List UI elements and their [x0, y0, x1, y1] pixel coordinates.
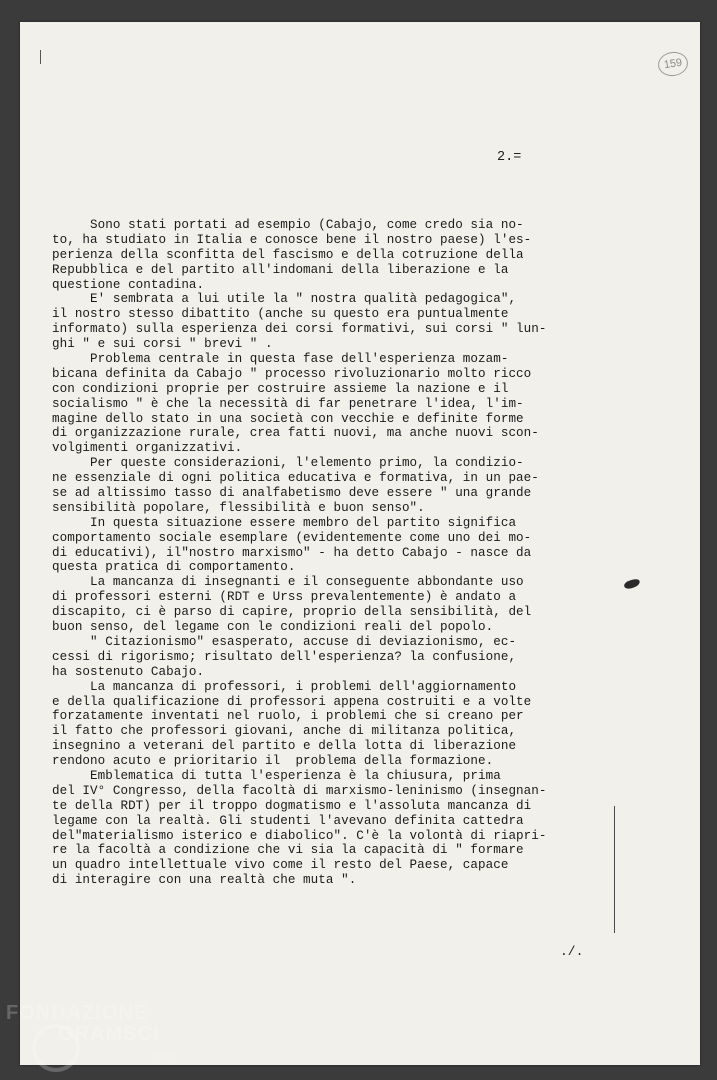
text-line: del"materialismo isterico e diabolico". C'è la volontà di riapri- — [52, 828, 547, 843]
text-line: volgimenti organizzativi. — [52, 441, 243, 456]
text-line: rendono acuto e prioritario il problema della formazione. — [52, 754, 494, 769]
text-line: Repubblica e del partito all'indomani della liberazione e la — [52, 262, 509, 277]
text-line: questa pratica di comportamento. — [52, 560, 296, 575]
text-line: E' sembrata a lui utile la " nostra qualità pedagogica", — [52, 292, 517, 307]
watermark-sub: onlus — [152, 1050, 174, 1060]
watermark-line2: GRAMSCI — [58, 1023, 160, 1045]
margin-line — [614, 806, 615, 933]
continued-mark: ./. — [560, 944, 584, 959]
document-body — [52, 218, 612, 888]
folio-stamp: 159 — [656, 50, 689, 78]
text-line: La mancanza di insegnanti e il conseguente abbondante uso — [52, 575, 524, 590]
text-line: re la facoltà a condizione che vi sia la capacità di " formare — [52, 843, 524, 858]
text-line: di educativi), il"nostro marxismo" - ha detto Cabajo - nasce da — [52, 545, 532, 560]
text-line: " Citazionismo" esasperato, accuse di deviazionismo, ec- — [52, 634, 517, 649]
text-line: Emblematica di tutta l'esperienza è la chiusura, prima — [52, 768, 501, 783]
page-number: 2.= — [497, 150, 522, 165]
text-line: comportamento sociale esemplare (evidentemente come uno dei mo- — [52, 530, 532, 545]
text-line: e della qualificazione di professori appena costruiti e a volte — [52, 694, 532, 709]
text-line: di professori esterni (RDT e Urss prevalentemente) è andato a — [52, 590, 517, 605]
text-line: ghi " e sui corsi " brevi " . — [52, 337, 273, 352]
text-line: buon senso, del legame con le condizioni reali del popolo. — [52, 620, 494, 635]
text-line: to, ha studiato in Italia e conosce bene il nostro paese) l'es- — [52, 232, 532, 247]
text-line: un quadro intellettuale vivo come il resto del Paese, capace — [52, 858, 509, 873]
watermark-line1: FONDAZIONE — [6, 1002, 149, 1024]
text-line: se ad altissimo tasso di analfabetismo deve essere " una grande — [52, 486, 532, 501]
text-line: forzatamente inventati nel ruolo, i problemi che si creano per — [52, 709, 524, 724]
text-line: La mancanza di professori, i problemi dell'aggiornamento — [52, 679, 517, 694]
text-line: perienza della sconfitta del fascismo e della cotruzione della — [52, 247, 524, 262]
watermark-g-icon — [32, 1024, 80, 1072]
text-line: cessi di rigorismo; risultato dell'esperienza? la confusione, — [52, 649, 517, 664]
text-line: con condizioni proprie per costruire assieme la nazione e il — [52, 381, 509, 396]
text-line: insegnino a veterani del partito e della lotta di liberazione — [52, 739, 517, 754]
text-line: questione contadina. — [52, 277, 205, 292]
text-line: bicana definita da Cabajo " processo rivoluzionario molto ricco — [52, 366, 532, 381]
text-line: di organizzazione rurale, crea fatti nuovi, ma anche nuovi scon- — [52, 426, 539, 441]
text-line: socialismo " è che la necessità di far penetrare l'idea, l'im- — [52, 396, 524, 411]
text-line: magine dello stato in una società con vecchie e definite forme — [52, 411, 524, 426]
text-line: Per queste considerazioni, l'elemento primo, la condizio- — [52, 456, 524, 471]
corner-mark — [40, 50, 41, 64]
text-line: di interagire con una realtà che muta ". — [52, 873, 357, 888]
text-line: ha sostenuto Cabajo. — [52, 664, 205, 679]
text-line: In questa situazione essere membro del partito significa — [52, 515, 517, 530]
text-line: del IV° Congresso, della facoltà di marxismo-leninismo (insegnan- — [52, 783, 547, 798]
text-line: Problema centrale in questa fase dell'esperienza mozam- — [52, 352, 509, 367]
text-line: te della RDT) per il troppo dogmatismo e l'assoluta mancanza di — [52, 798, 532, 813]
text-line: sensibilità popolare, flessibilità e buon senso". — [52, 500, 425, 515]
text-line: ne essenziale di ogni politica educativa e formativa, in un pae- — [52, 471, 539, 486]
text-line: il fatto che professori giovani, anche di militanza politica, — [52, 724, 517, 739]
text-line: discapito, ci è parso di capire, proprio della sensibilità, del — [52, 605, 532, 620]
text-line: il nostro stesso dibattito (anche su questo era puntualmente — [52, 307, 509, 322]
text-line: Sono stati portati ad esempio (Cabajo, come credo sia no- — [52, 218, 524, 232]
watermark-logo — [6, 1002, 174, 1060]
text-line: legame con la realtà. Gli studenti l'avevano definita cattedra — [52, 813, 524, 828]
text-line: informato) sulla esperienza dei corsi formativi, sui corsi " lun- — [52, 322, 547, 337]
